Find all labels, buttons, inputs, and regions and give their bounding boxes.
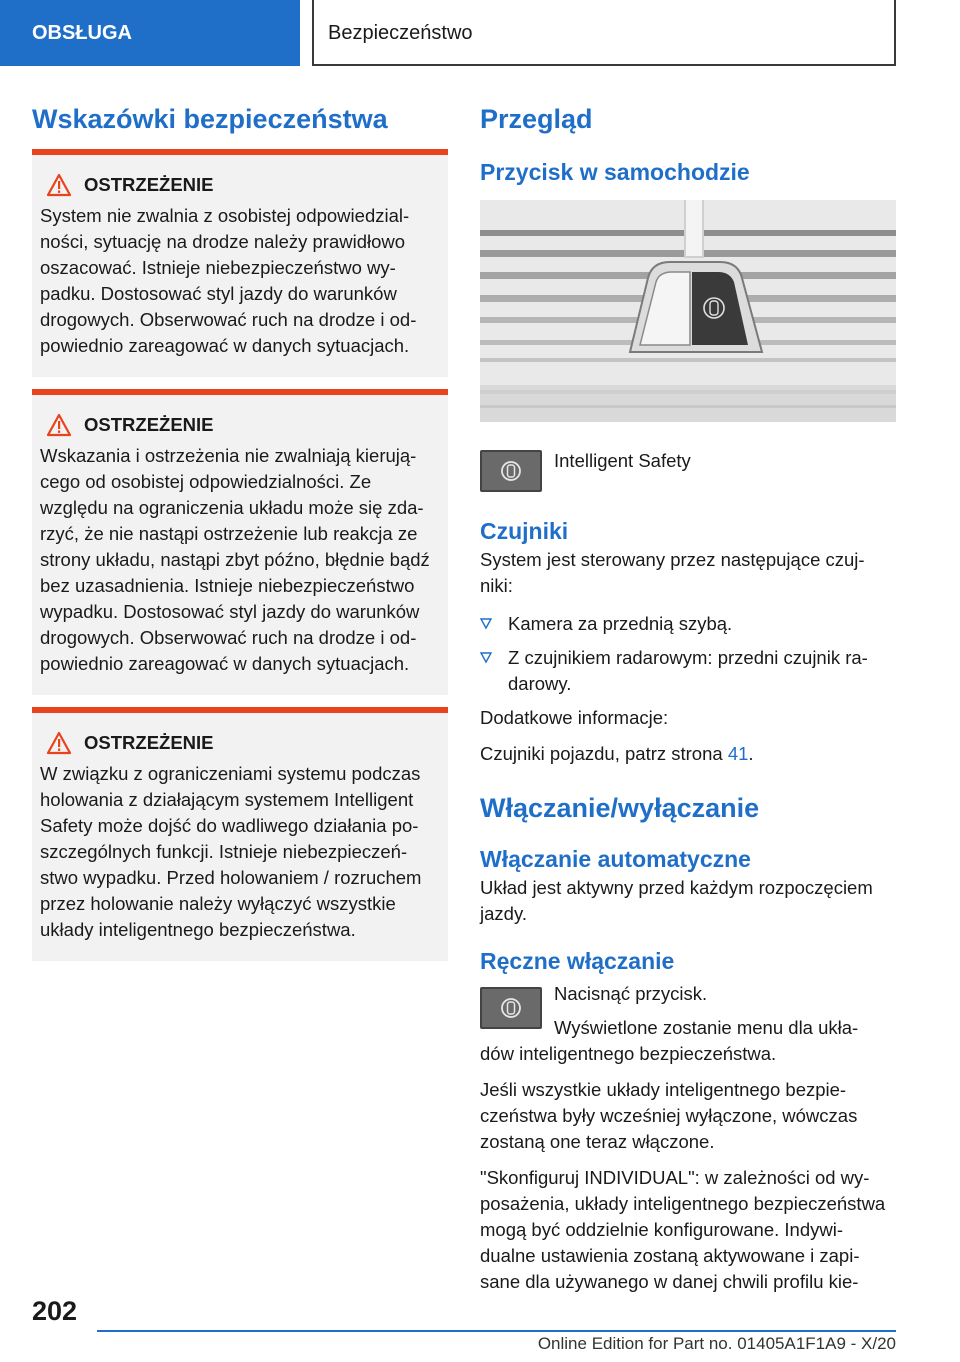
warning-line: rzyć, że nie nastąpi ostrzeżenie lub reakcja ze (40, 523, 418, 544)
page-link[interactable]: 41 (727, 743, 749, 764)
chapter-title: Bezpieczeństwo (312, 0, 896, 66)
onoff-heading: Włączanie/wyłączanie (480, 793, 760, 823)
more-info: Dodatkowe informacje: (480, 707, 669, 728)
config-text: sane dla używanego w danej chwili profilu kie- (480, 1271, 859, 1292)
sensors-heading: Czujniki (480, 518, 569, 544)
page-header (0, 0, 960, 66)
warning-box-2 (32, 389, 448, 695)
warning-line: wypadku. Dostosować styl jazdy do warunków (40, 601, 420, 622)
warning-line: padku. Dostosować styl jazdy do warunków (40, 283, 397, 304)
warning-line: drogowych. Obserwować ruch na drodze i od- (40, 627, 417, 648)
auto-text: jazdy. (480, 903, 527, 924)
auto-heading: Włączanie automatyczne (480, 846, 751, 872)
warning-label: OSTRZEŻENIE (84, 174, 214, 195)
warning-line: powiednio zareagować w danych sytuacjach. (40, 653, 410, 674)
auto-text: Układ jest aktywny przed każdym rozpoczęciem (480, 877, 873, 898)
right-column (480, 100, 896, 1295)
safety-notes-heading: Wskazówki bezpieczeństwa (32, 104, 388, 134)
page-number: 202 (32, 1296, 78, 1326)
config-text: dualne ustawienia zostaną aktywowane i zapi- (480, 1245, 860, 1266)
warning-line: względu na ograniczenia układu może się zda- (40, 497, 424, 518)
press-instruction: Nacisnąć przycisk. (554, 983, 708, 1004)
warning-line: bez uzasadnienia. Istnieje niebezpieczeństwo (40, 575, 415, 596)
all-systems-text: zostaną one teraz włączone. (480, 1131, 715, 1152)
manual-step (480, 985, 896, 1041)
menu-text: dów inteligentnego bezpieczeństwa. (480, 1043, 777, 1064)
warning-line: Wskazania i ostrzeżenia nie zwalniają kierują- (40, 445, 417, 466)
list-item: Z czujnikiem radarowym: przedni czujnik ra- darowy. (480, 645, 896, 697)
manual-heading: Ręczne włączanie (480, 948, 675, 974)
warning-line: holowania z działającym systemem Intelligent (40, 789, 414, 810)
warning-line: cego od osobistej odpowiedzialności. Ze (40, 471, 372, 492)
warning-line: strony układu, nastąpi zbyt późno, błędnie bądź (40, 549, 430, 570)
sensors-intro: niki: (480, 575, 513, 596)
warning-line: W związku z ograniczeniami systemu podczas (40, 763, 421, 784)
config-text: mogą być oddzielnie konfigurowane. Indywi- (480, 1219, 844, 1240)
edition-note: Online Edition for Part no. 01405A1F1A9 - X/20 (537, 1334, 896, 1353)
intelligent-safety-icon[interactable] (480, 987, 542, 1029)
menu-text: Wyświetlone zostanie menu dla ukła- (554, 1017, 859, 1038)
warning-line: Safety może dojść do wadliwego działania po- (40, 815, 419, 836)
button-legend (480, 450, 896, 492)
sensors-list (480, 611, 896, 697)
left-column (32, 100, 448, 973)
all-systems-text: czeństwa były wcześniej wyłączone, wówczas (480, 1105, 858, 1126)
config-text: "Skonfiguruj INDIVIDUAL": w zależności od wy- (480, 1167, 870, 1188)
warning-triangle-icon (46, 173, 72, 197)
warning-triangle-icon (46, 413, 72, 437)
all-systems-text: Jeśli wszystkie układy inteligentnego bezpie- (480, 1079, 847, 1100)
warning-box-3 (32, 707, 448, 961)
sensors-reference: Czujniki pojazdu, patrz strona 41. (480, 743, 754, 764)
footer-divider (97, 1330, 896, 1332)
warning-line: System nie zwalnia z osobistej odpowiedzial- (40, 205, 410, 226)
button-heading: Przycisk w samochodzie (480, 159, 750, 185)
warning-line: szczególnych funkcji. Istnieje niebezpieczeń- (40, 841, 408, 862)
warning-line: stwo wypadku. Przed holowaniem / rozruchem (40, 867, 422, 888)
list-item: Kamera za przednią szybą. (480, 611, 896, 637)
intelligent-safety-icon[interactable] (480, 450, 542, 492)
warning-triangle-icon (46, 731, 72, 755)
warning-line: oszacować. Istnieje niebezpieczeństwo wy- (40, 257, 396, 278)
warning-label: OSTRZEŻENIE (84, 414, 214, 435)
triangle-bullet-icon (480, 618, 492, 630)
warning-box-1 (32, 149, 448, 377)
config-text: posażenia, układy inteligentnego bezpieczeństwa (480, 1193, 886, 1214)
warning-label: OSTRZEŻENIE (84, 732, 214, 753)
overview-heading: Przegląd (480, 104, 593, 134)
dashboard-photo (480, 200, 896, 422)
warning-line: przez holowanie należy wyłączyć wszystkie (40, 893, 396, 914)
warning-line: drogowych. Obserwować ruch na drodze i od- (40, 309, 417, 330)
warning-line: układy inteligentnego bezpieczeństwa. (40, 919, 356, 940)
warning-line: ności, sytuację na drodze należy prawidłowo (40, 231, 406, 252)
triangle-bullet-icon (480, 652, 492, 664)
sensors-intro: System jest sterowany przez następujące czuj- (480, 549, 865, 570)
section-tab[interactable]: OBSŁUGA (0, 0, 300, 66)
warning-line: powiednio zareagować w danych sytuacjach. (40, 335, 410, 356)
button-caption: Intelligent Safety (554, 450, 691, 471)
button-photo (480, 200, 896, 422)
